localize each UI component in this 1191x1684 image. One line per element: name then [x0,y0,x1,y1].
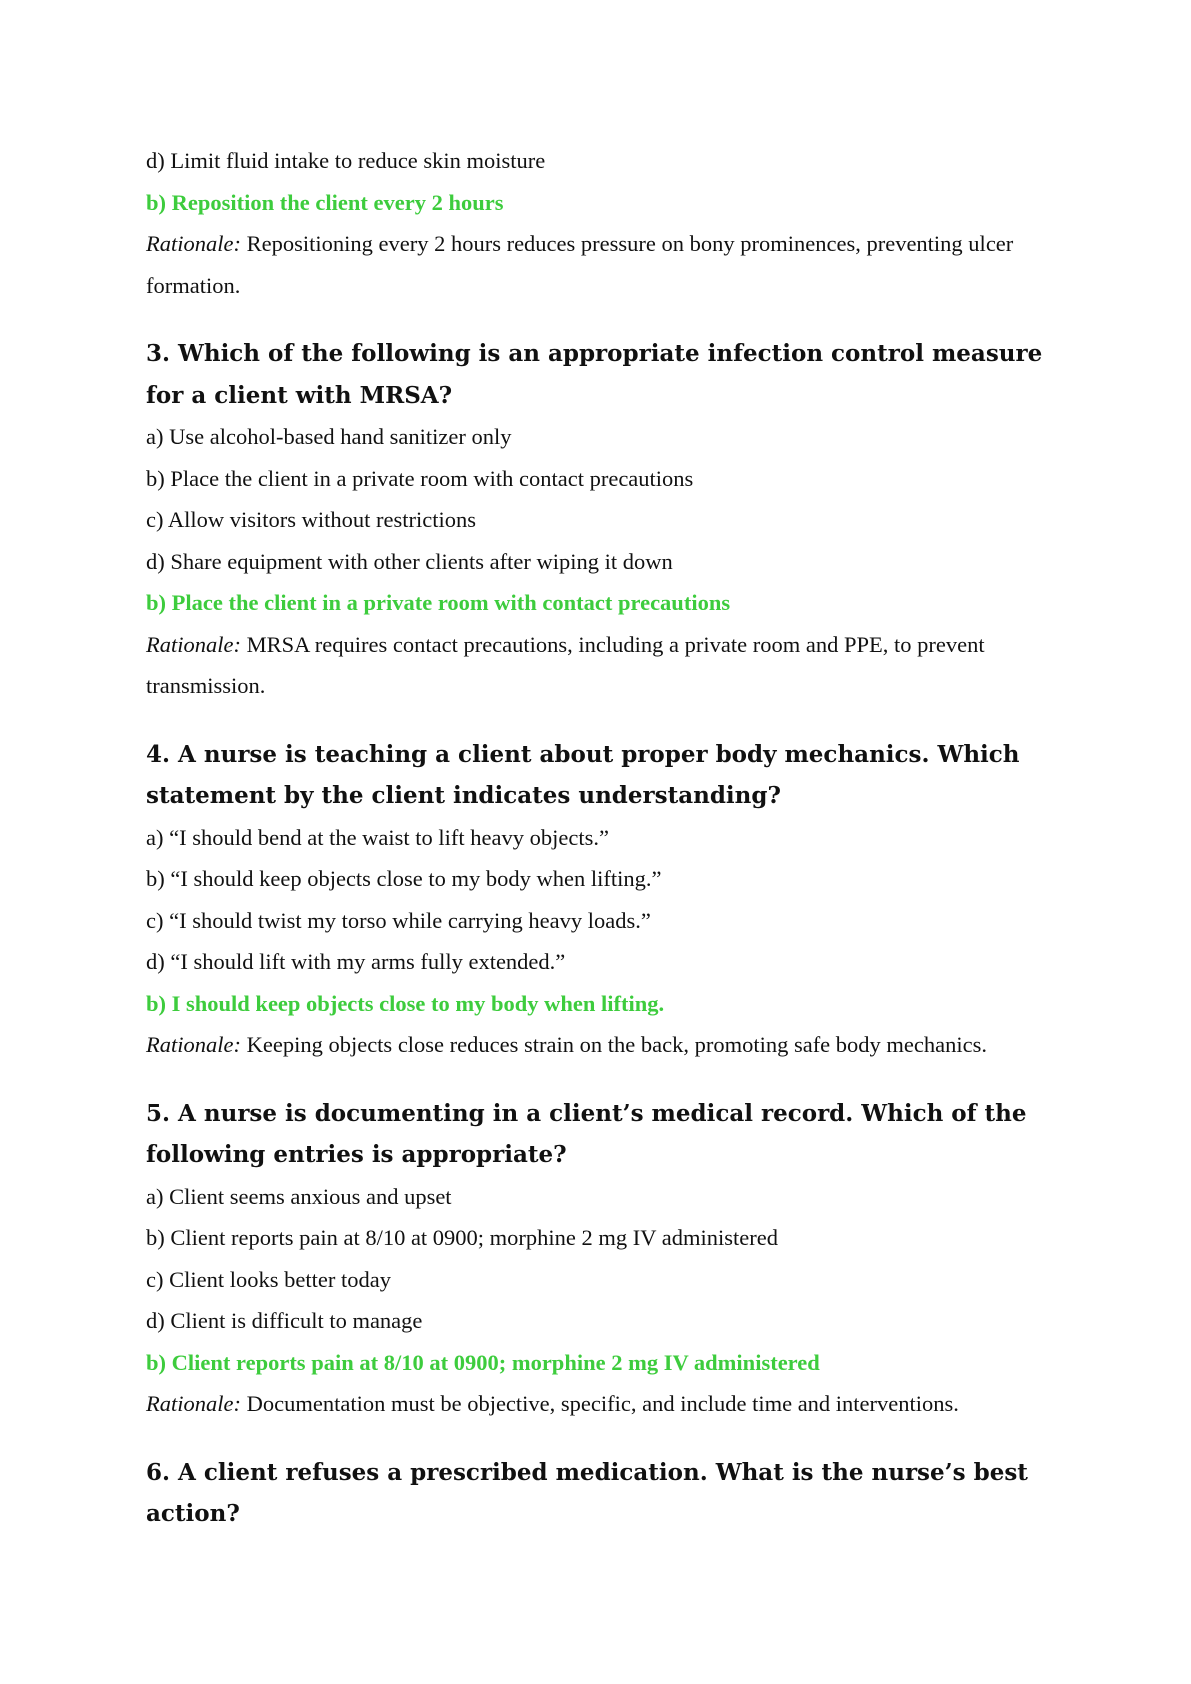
question-2-continuation [146,140,1056,306]
rationale [146,223,1056,306]
rationale-text: MRSA requires contact precautions, including a private room and PPE, to prevent transmission. [146,631,985,698]
question-heading: 4. A nurse is teaching a client about proper body mechanics. Which statement by the client indicates understanding? [146,740,1020,809]
correct-answer: b) Client reports pain at 8/10 at 0900; morphine 2 mg IV administered [146,1349,820,1375]
option-b: b) Client reports pain at 8/10 at 0900; morphine 2 mg IV administered [146,1225,778,1250]
rationale-text: Keeping objects close reduces strain on the back, promoting safe body mechanics. [240,1032,987,1057]
option-b: b) Place the client in a private room with contact precautions [146,465,694,491]
option-d: d) Limit fluid intake to reduce skin moisture [146,148,546,173]
option-d: d) “I should lift with my arms fully extended.” [146,949,566,974]
option-a: a) Use alcohol-based hand sanitizer only [146,424,512,449]
question-6 [146,1452,1056,1535]
option-a: a) Client seems anxious and upset [146,1183,452,1209]
question-5 [146,1093,1056,1425]
correct-answer: b) Reposition the client every 2 hours [146,189,504,215]
option-c: c) Client looks better today [146,1266,391,1292]
rationale-label: Rationale: [146,1032,241,1057]
question-heading: 3. Which of the following is an appropriate infection control measure for a client with MRSA? [146,340,1043,409]
question-heading: 5. A nurse is documenting in a client’s medical record. Which of the following entries is appropriate? [146,1099,1027,1168]
rationale-label: Rationale: [146,631,241,657]
option-d: d) Client is difficult to manage [146,1308,423,1333]
correct-answer: b) Place the client in a private room with contact precautions [146,590,731,615]
rationale [146,624,1056,707]
question-3 [146,333,1056,707]
correct-answer: b) I should keep objects close to my body when lifting. [146,990,665,1016]
option-a: a) “I should bend at the waist to lift heavy objects.” [146,824,609,850]
rationale [146,1383,1056,1425]
option-d: d) Share equipment with other clients after wiping it down [146,548,673,574]
rationale-text: Documentation must be objective, specific, and include time and interventions. [240,1391,959,1416]
rationale-label: Rationale: [146,1391,241,1416]
rationale [146,1024,1056,1066]
rationale-text: Repositioning every 2 hours reduces pressure on bony prominences, preventing ulcer formation. [146,231,1014,298]
option-c: c) “I should twist my torso while carrying heavy loads.” [146,907,651,933]
option-b: b) “I should keep objects close to my body when lifting.” [146,866,662,891]
rationale-label: Rationale: [146,231,241,256]
question-4 [146,734,1056,1066]
option-c: c) Allow visitors without restrictions [146,507,476,532]
page-content [146,140,1056,1535]
question-heading: 6. A client refuses a prescribed medication. What is the nurse’s best action? [146,1458,1028,1527]
